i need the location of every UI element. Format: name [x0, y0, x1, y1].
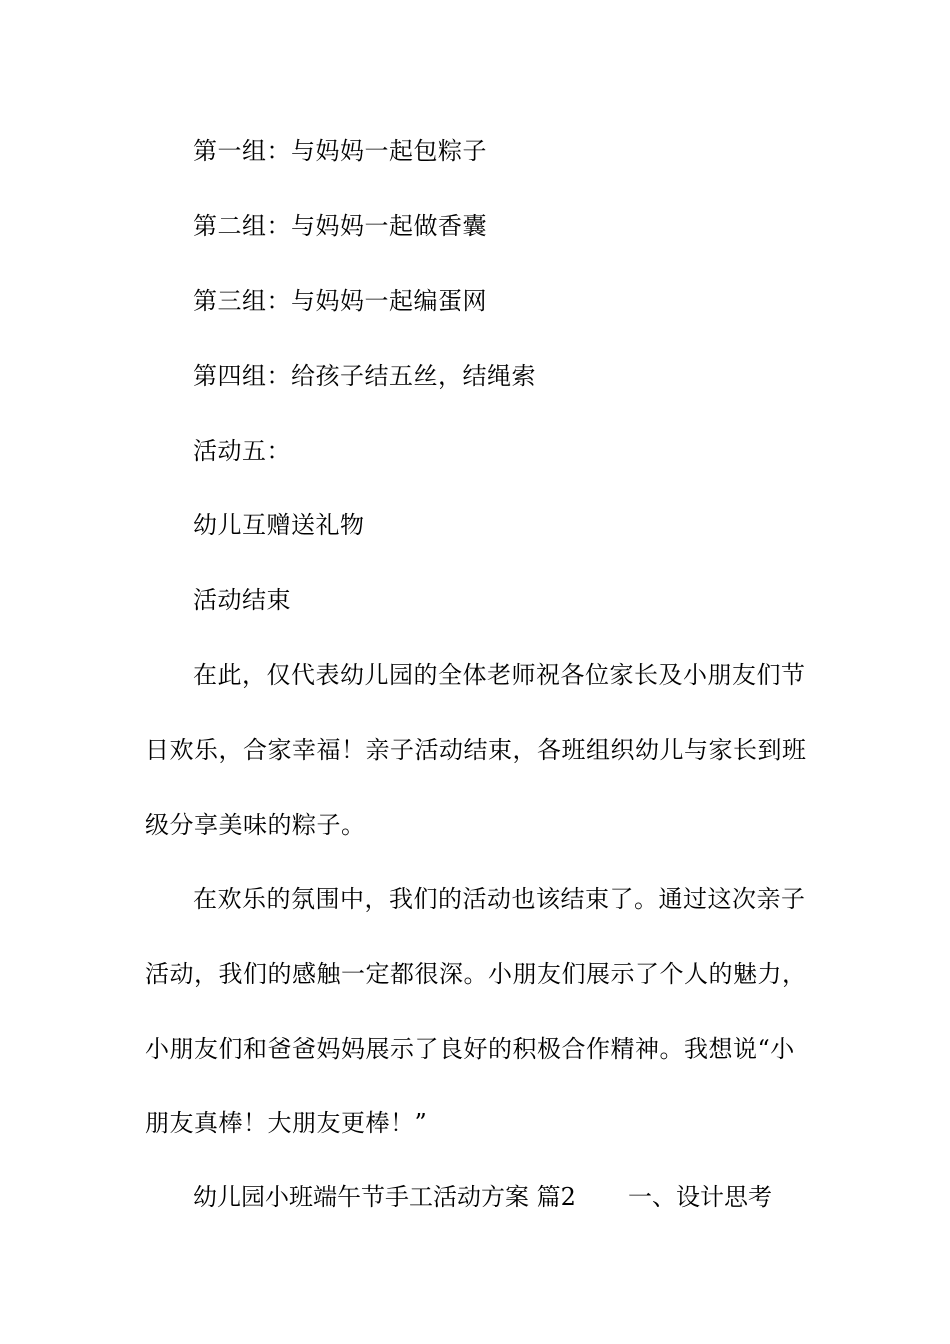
paragraph-one-line-3: 级分享美味的粽子。 — [145, 811, 366, 839]
group-one-text: 第一组：与妈妈一起包粽子 — [193, 137, 487, 165]
group-two-text: 第二组：与妈妈一起做香囊 — [193, 212, 487, 240]
next-plan-section-heading: 一、设计思考 — [628, 1183, 772, 1211]
paragraph-two-line-2: 活动，我们的感触一定都很深。小朋友们展示了个人的魅力， — [145, 960, 807, 988]
activity-end-heading: 活动结束 — [193, 586, 291, 614]
activity-five-heading: 活动五： — [193, 437, 291, 465]
group-three-text: 第三组：与妈妈一起编蛋网 — [193, 287, 487, 315]
paragraph-one-line-1: 在此，仅代表幼儿园的全体老师祝各位家长及小朋友们节 — [193, 661, 806, 689]
paragraph-one-line-2: 日欢乐，合家幸福！亲子活动结束，各班组织幼儿与家长到班 — [145, 736, 807, 764]
next-plan-title: 幼儿园小班端午节手工活动方案 篇2 — [193, 1183, 576, 1211]
next-plan-heading-row — [193, 1182, 793, 1212]
paragraph-two-line-4: 朋友真棒！大朋友更棒！” — [145, 1109, 428, 1137]
group-four-text: 第四组：给孩子结五丝，结绳索 — [193, 362, 536, 390]
paragraph-two-line-3: 小朋友们和爸爸妈妈展示了良好的积极合作精神。我想说“小 — [145, 1035, 795, 1063]
activity-five-text: 幼儿互赠送礼物 — [193, 511, 365, 539]
paragraph-two-line-1: 在欢乐的氛围中，我们的活动也该结束了。通过这次亲子 — [193, 885, 806, 913]
